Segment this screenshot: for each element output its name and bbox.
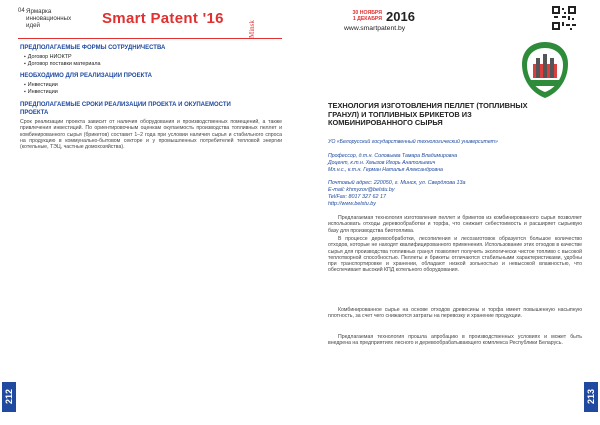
brand-line: идей (26, 22, 40, 29)
author: Доцент, к.т.н. Хмызов Игорь Анатольевич (328, 160, 436, 166)
postal-address: Почтовый адрес: 220050, г. Минск, ул. Свердлова 13а (328, 180, 466, 186)
brand-number: 04 (18, 8, 25, 14)
event-year: 2016 (386, 9, 415, 24)
city-label: Minsk (248, 20, 256, 38)
body-paragraph: Предлагаемая технология прошла апробацию в производственных условиях и может быть внедрена на предприятиях лесного и деревообрабатывающего комплекса Республики Беларусь. (328, 334, 582, 347)
body-paragraph: Срок реализации проекта зависит от наличия оборудования и производственных помещений, а также привлечения инвестиций. По ориентировочным оценкам окупаемость производства топливных пеллет и комбинированного сырья (брикетов) составит 1–2 года при условии наличия сырья и стабильного спроса на продукцию в коммунально-бытовом секторе и у промышленных потребителей тепловой энергии (котельные, ТЭЦ, частные домохозяйства). (20, 119, 282, 151)
section-title: ПРЕДПОЛАГАЕМЫЕ ФОРМЫ СОТРУДНИЧЕСТВА (20, 45, 166, 51)
brand-line: инновационных (26, 15, 72, 22)
page-number: 212 (2, 382, 16, 412)
article-title: ТЕХНОЛОГИЯ ИЗГОТОВЛЕНИЯ ПЕЛЛЕТ (ТОПЛИВНЫХ ГРАНУЛ) И ТОПЛИВНЫХ БРИКЕТОВ ИЗ КОМБИНИРОВАННОГО СЫРЬЯ (328, 101, 528, 127)
event-dates: 30 НОЯБРЯ 1 ДЕКАБРЯ (352, 10, 382, 22)
list-item: ▪ Инвестиции (24, 89, 58, 95)
qr-code-icon (552, 6, 576, 30)
body-paragraph: В процессе деревообработки, лесопиления и лесозаготовок образуется большое количество отходов, которые не находят квалифицированного применения. Использование этих отходов в качестве сырья для производства топливных гранул позволяет получить экологически чистое топливо с высокой теплотворной способностью. Пеллеты и брикеты отличаются стабильными характеристиками, удобны при транспортировке и хранении, обладают низкой зольностью и невысокой влажностью, что обеспечивает высокий КПД котельного оборудования. (328, 236, 582, 274)
section-title: ПРЕДПОЛАГАЕМЫЕ СРОКИ РЕАЛИЗАЦИИ ПРОЕКТА И ОКУПАЕМОСТИ (20, 102, 231, 108)
site-url: www.smartpatent.by (344, 25, 406, 32)
organization: УО «Белорусский государственный технологический университет» (328, 139, 498, 145)
list-item: ▪ Договор НИОКТР (24, 54, 72, 60)
list-item: ▪ Договор поставки материала (24, 61, 101, 67)
email[interactable]: E-mail: khmyzov@belstu.by (328, 187, 395, 193)
list-item: ▪ Инвестиции (24, 82, 58, 88)
brand-line: Ярмарка (26, 8, 52, 15)
author: Мл.н.с., к.т.н. Герман Наталья Александровна (328, 167, 443, 173)
body-paragraph: Предлагаемая технология изготовления пеллет и брикетов из комбинированного сырья позволяет использовать отходы деревообработки и торфа, что снижает себестоимость и расширяет сырьевую базу для производства биотоплива. (328, 215, 582, 234)
author: Профессор, д.т.н. Соловьева Тамара Владимировна (328, 153, 458, 159)
body-paragraph: Комбинированное сырье на основе отходов древесины и торфа имеет повышенную насыпную плотность, за счет чего снижаются затраты на перевозку и хранение продукции. (328, 307, 582, 320)
header-rule (18, 38, 282, 39)
university-emblem-icon (518, 40, 572, 100)
website-link[interactable]: http://www.belstu.by (328, 201, 376, 207)
phone: Tel/Fax: 8017 327 62 17 (328, 194, 386, 200)
right-page (300, 0, 600, 425)
page-title: Smart Patent '16 (102, 10, 224, 27)
section-title: ПРОЕКТА (20, 110, 49, 116)
brand-logo (18, 8, 92, 40)
section-title: НЕОБХОДИМО ДЛЯ РЕАЛИЗАЦИИ ПРОЕКТА (20, 73, 153, 79)
page-number: 213 (584, 382, 598, 412)
